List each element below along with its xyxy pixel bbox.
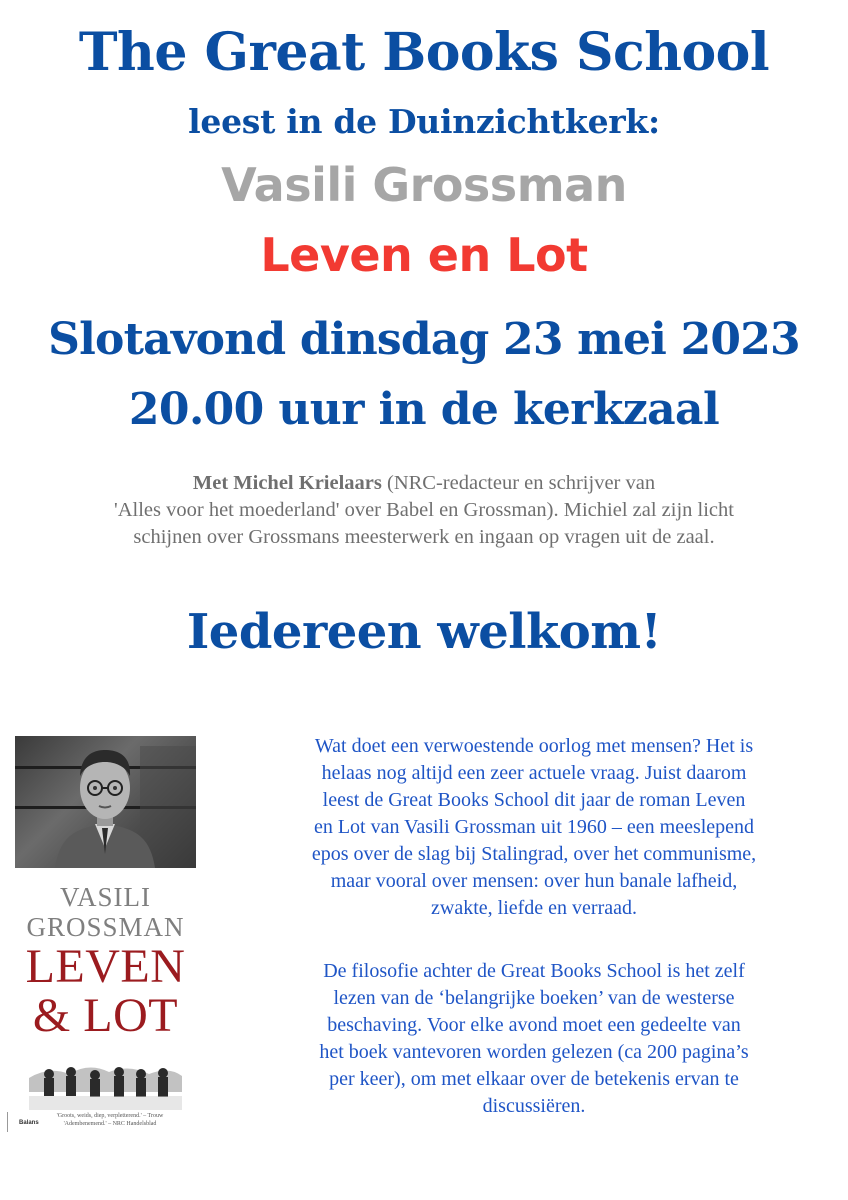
- speaker-intro: [0, 470, 848, 551]
- cover-quote-2: 'Adembenemend.' – NRC Handelsblad: [63, 1121, 157, 1127]
- description-line: beschaving. Voor elke avond moet een gedeelte van: [327, 1014, 741, 1036]
- speaker-name: Met Michel Krielaars: [192, 472, 382, 494]
- description-line: De filosofie achter de Great Books School is het zelf: [323, 960, 745, 982]
- description-line: en Lot van Vasili Grossman uit 1960 – een meeslepend: [313, 816, 755, 838]
- cover-title-line-1: LEVEN: [25, 940, 186, 993]
- cover-author-last: GROSSMAN: [26, 912, 185, 942]
- intro-line-1-text: (NRC-redacteur en schrijver van: [381, 472, 656, 494]
- cover-title-line-2: & LOT: [32, 989, 179, 1042]
- description-line: maar vooral over mensen: over hun banale lafheid,: [330, 870, 738, 892]
- author-name: Vasili Grossman: [221, 158, 627, 212]
- cover-edge-line: [7, 1112, 8, 1132]
- cover-author-first: VASILI: [59, 882, 151, 912]
- description-paragraph-1: [226, 733, 842, 922]
- description-line: leest de Great Books School dit jaar de roman Leven: [322, 789, 746, 811]
- description-line: helaas nog altijd een zeer actuele vraag. Juist daarom: [321, 762, 747, 784]
- event-date: Slotavond dinsdag 23 mei 2023: [48, 314, 800, 365]
- cover-quote-1: 'Groots, weids, diep, verpletterend.' – Trouw: [56, 1113, 164, 1119]
- intro-line-1: [0, 470, 848, 497]
- description-line: zwakte, liefde en verraad.: [431, 897, 637, 919]
- event-time: 20.00 uur in de kerkzaal: [128, 384, 720, 435]
- description-line: per keer), om met elkaar over de betekenis ervan te: [329, 1068, 739, 1090]
- cover-soldiers-photo: [29, 1048, 182, 1110]
- description-line: lezen van de ‘belangrijke boeken’ van de westerse: [333, 987, 735, 1009]
- description-line: discussiëren.: [482, 1095, 586, 1117]
- description-line: epos over de slag bij Stalingrad, over het communisme,: [311, 843, 757, 865]
- description-paragraph-2: [226, 958, 842, 1120]
- author-portrait: [15, 736, 196, 868]
- welcome-heading: Iedereen welkom!: [186, 604, 662, 660]
- poster-title: The Great Books School: [78, 22, 770, 83]
- cover-publisher: Balans: [19, 1120, 39, 1126]
- description-line: het boek vantevoren worden gelezen (ca 200 pagina’s: [319, 1041, 749, 1063]
- book-cover: [15, 736, 196, 1132]
- cover-quotes: [35, 1112, 185, 1128]
- portrait-figure: [15, 736, 196, 868]
- book-title: Leven en Lot: [260, 228, 588, 282]
- intro-line-3: schijnen over Grossmans meesterwerk en ingaan op vragen uit de zaal.: [133, 526, 715, 548]
- poster-subtitle: leest in de Duinzichtkerk:: [188, 102, 660, 141]
- intro-line-2: 'Alles voor het moederland' over Babel en Grossman). Michiel zal zijn licht: [114, 499, 734, 521]
- description-line: Wat doet een verwoestende oorlog met mensen? Het is: [314, 735, 754, 757]
